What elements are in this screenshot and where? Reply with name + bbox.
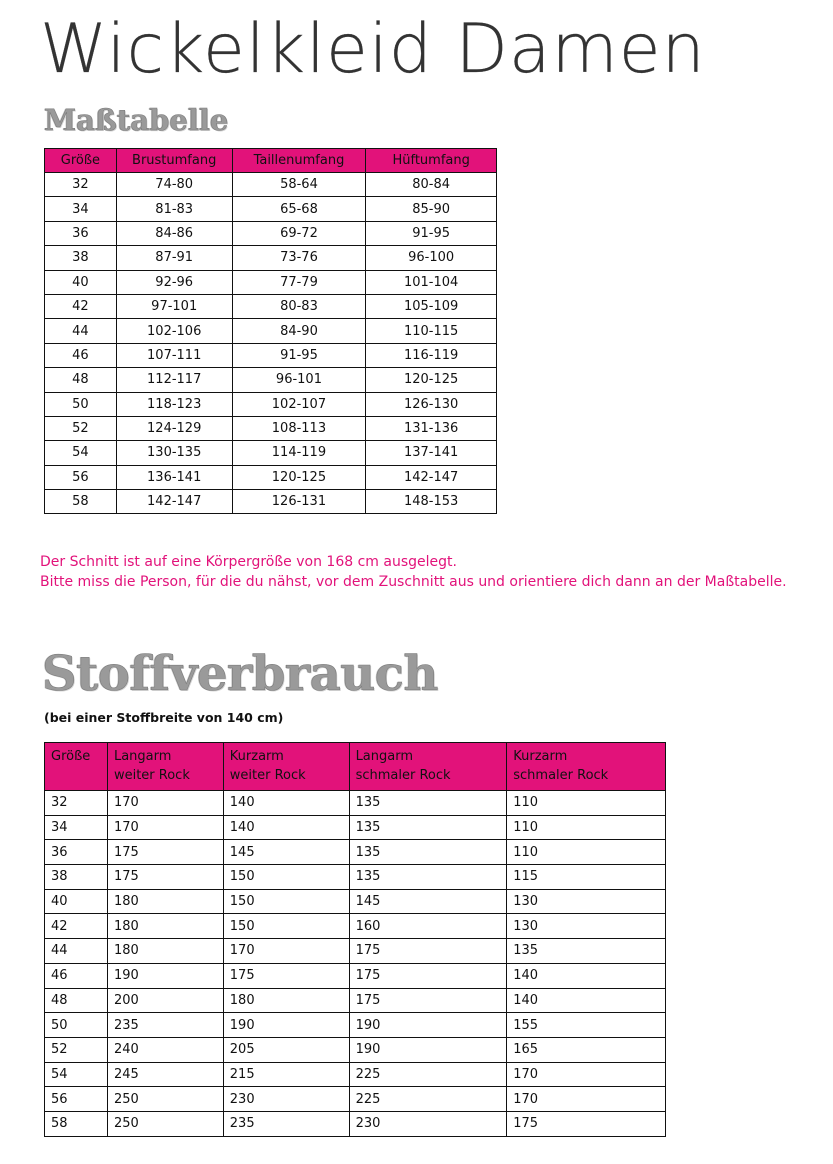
table-cell: 130-135 <box>116 441 232 465</box>
column-header <box>223 743 349 791</box>
table-cell: 36 <box>45 221 117 245</box>
table-cell: 150 <box>223 865 349 890</box>
table-cell: 225 <box>349 1087 507 1112</box>
table-row <box>45 791 666 816</box>
table-cell: 108-113 <box>232 416 366 440</box>
column-header: Größe <box>45 149 117 173</box>
size-chart-header-row <box>45 149 497 173</box>
table-row <box>45 294 497 318</box>
table-cell: 34 <box>45 815 108 840</box>
column-header-line: Größe <box>51 749 91 764</box>
fabric-body <box>45 791 666 1137</box>
table-row <box>45 490 497 514</box>
table-cell: 74-80 <box>116 173 232 197</box>
table-cell: 148-153 <box>366 490 497 514</box>
table-cell: 116-119 <box>366 343 497 367</box>
table-cell: 175 <box>223 963 349 988</box>
table-cell: 200 <box>107 988 223 1013</box>
table-cell: 58-64 <box>232 173 366 197</box>
page-title: Wickelkleid Damen <box>40 10 706 89</box>
table-cell: 110 <box>507 791 666 816</box>
table-cell: 87-91 <box>116 246 232 270</box>
table-cell: 180 <box>107 914 223 939</box>
table-cell: 115 <box>507 865 666 890</box>
table-row <box>45 319 497 343</box>
table-cell: 102-106 <box>116 319 232 343</box>
fabric-width-note: (bei einer Stoffbreite von 140 cm) <box>44 710 284 725</box>
table-cell: 107-111 <box>116 343 232 367</box>
table-cell: 54 <box>45 441 117 465</box>
column-header: Taillenumfang <box>232 149 366 173</box>
table-cell: 170 <box>507 1087 666 1112</box>
table-cell: 46 <box>45 963 108 988</box>
table-row <box>45 865 666 890</box>
column-header <box>507 743 666 791</box>
table-row <box>45 963 666 988</box>
column-header <box>349 743 507 791</box>
table-cell: 175 <box>107 865 223 890</box>
table-cell: 44 <box>45 939 108 964</box>
table-cell: 235 <box>223 1111 349 1136</box>
table-row <box>45 392 497 416</box>
table-cell: 175 <box>349 939 507 964</box>
table-cell: 54 <box>45 1062 108 1087</box>
table-cell: 230 <box>223 1087 349 1112</box>
table-cell: 96-100 <box>366 246 497 270</box>
table-cell: 42 <box>45 914 108 939</box>
table-cell: 58 <box>45 490 117 514</box>
column-header-line: weiter Rock <box>229 768 306 783</box>
table-cell: 190 <box>349 1037 507 1062</box>
table-cell: 175 <box>507 1111 666 1136</box>
table-cell: 140 <box>507 988 666 1013</box>
column-header-line: Kurzarm <box>513 749 568 764</box>
table-cell: 40 <box>45 270 117 294</box>
table-cell: 205 <box>223 1037 349 1062</box>
table-cell: 58 <box>45 1111 108 1136</box>
table-cell: 77-79 <box>232 270 366 294</box>
table-row <box>45 988 666 1013</box>
table-cell: 85-90 <box>366 197 497 221</box>
table-cell: 110 <box>507 840 666 865</box>
table-cell: 32 <box>45 791 108 816</box>
column-header-line: schmaler Rock <box>355 768 451 783</box>
table-cell: 130 <box>507 914 666 939</box>
table-cell: 44 <box>45 319 117 343</box>
table-row <box>45 221 497 245</box>
table-cell: 92-96 <box>116 270 232 294</box>
table-cell: 140 <box>507 963 666 988</box>
table-row <box>45 1087 666 1112</box>
size-chart-body <box>45 173 497 514</box>
table-cell: 170 <box>223 939 349 964</box>
table-cell: 240 <box>107 1037 223 1062</box>
table-cell: 135 <box>349 840 507 865</box>
table-cell: 34 <box>45 197 117 221</box>
table-row <box>45 1062 666 1087</box>
table-cell: 180 <box>107 889 223 914</box>
table-cell: 135 <box>349 865 507 890</box>
table-row <box>45 246 497 270</box>
table-cell: 112-117 <box>116 368 232 392</box>
table-row <box>45 939 666 964</box>
table-cell: 96-101 <box>232 368 366 392</box>
table-cell: 124-129 <box>116 416 232 440</box>
table-cell: 245 <box>107 1062 223 1087</box>
table-cell: 120-125 <box>232 465 366 489</box>
table-cell: 180 <box>107 939 223 964</box>
table-cell: 130 <box>507 889 666 914</box>
table-row <box>45 465 497 489</box>
table-cell: 131-136 <box>366 416 497 440</box>
table-cell: 135 <box>507 939 666 964</box>
table-cell: 126-130 <box>366 392 497 416</box>
table-cell: 145 <box>349 889 507 914</box>
table-cell: 48 <box>45 368 117 392</box>
table-row <box>45 815 666 840</box>
table-cell: 42 <box>45 294 117 318</box>
size-chart-heading: Maßtabelle <box>44 103 229 137</box>
table-cell: 48 <box>45 988 108 1013</box>
table-cell: 137-141 <box>366 441 497 465</box>
table-cell: 175 <box>349 963 507 988</box>
table-cell: 38 <box>45 865 108 890</box>
column-header <box>45 743 108 791</box>
table-cell: 97-101 <box>116 294 232 318</box>
table-cell: 65-68 <box>232 197 366 221</box>
table-cell: 235 <box>107 1013 223 1038</box>
column-header <box>107 743 223 791</box>
table-cell: 40 <box>45 889 108 914</box>
table-row <box>45 914 666 939</box>
table-cell: 80-83 <box>232 294 366 318</box>
table-cell: 140 <box>223 791 349 816</box>
table-cell: 73-76 <box>232 246 366 270</box>
table-cell: 110-115 <box>366 319 497 343</box>
column-header-line: weiter Rock <box>113 768 190 783</box>
table-row <box>45 441 497 465</box>
table-row <box>45 889 666 914</box>
table-cell: 118-123 <box>116 392 232 416</box>
table-row <box>45 416 497 440</box>
table-cell: 84-86 <box>116 221 232 245</box>
table-cell: 190 <box>107 963 223 988</box>
table-cell: 56 <box>45 1087 108 1112</box>
table-cell: 225 <box>349 1062 507 1087</box>
table-cell: 50 <box>45 1013 108 1038</box>
table-cell: 175 <box>107 840 223 865</box>
table-cell: 165 <box>507 1037 666 1062</box>
table-row <box>45 368 497 392</box>
table-cell: 46 <box>45 343 117 367</box>
table-cell: 145 <box>223 840 349 865</box>
column-header-line: Langarm <box>355 749 414 764</box>
table-cell: 36 <box>45 840 108 865</box>
table-cell: 136-141 <box>116 465 232 489</box>
table-cell: 114-119 <box>232 441 366 465</box>
body-height-note: Der Schnitt ist auf eine Körpergröße von 168 cm ausgelegt. <box>40 554 457 570</box>
table-cell: 142-147 <box>116 490 232 514</box>
table-cell: 81-83 <box>116 197 232 221</box>
table-cell: 170 <box>107 791 223 816</box>
table-cell: 135 <box>349 791 507 816</box>
table-cell: 170 <box>107 815 223 840</box>
table-row <box>45 1013 666 1038</box>
table-cell: 91-95 <box>232 343 366 367</box>
table-cell: 91-95 <box>366 221 497 245</box>
table-cell: 105-109 <box>366 294 497 318</box>
table-cell: 69-72 <box>232 221 366 245</box>
table-cell: 52 <box>45 416 117 440</box>
table-cell: 52 <box>45 1037 108 1062</box>
table-cell: 120-125 <box>366 368 497 392</box>
table-cell: 190 <box>223 1013 349 1038</box>
fabric-table <box>44 742 666 1137</box>
table-cell: 56 <box>45 465 117 489</box>
size-chart-table <box>44 148 497 514</box>
table-cell: 150 <box>223 914 349 939</box>
table-cell: 250 <box>107 1111 223 1136</box>
table-cell: 50 <box>45 392 117 416</box>
fabric-heading: Stoffverbrauch <box>42 646 438 702</box>
column-header: Hüftumfang <box>366 149 497 173</box>
measure-note: Bitte miss die Person, für die du nähst, vor dem Zuschnitt aus und orientiere dich dann an der Maßtabelle. <box>40 574 787 590</box>
table-row <box>45 270 497 294</box>
table-cell: 250 <box>107 1087 223 1112</box>
table-cell: 84-90 <box>232 319 366 343</box>
table-cell: 135 <box>349 815 507 840</box>
column-header-line: schmaler Rock <box>513 768 609 783</box>
table-cell: 160 <box>349 914 507 939</box>
table-cell: 150 <box>223 889 349 914</box>
table-cell: 80-84 <box>366 173 497 197</box>
table-cell: 175 <box>349 988 507 1013</box>
table-row <box>45 1037 666 1062</box>
table-row <box>45 1111 666 1136</box>
table-cell: 110 <box>507 815 666 840</box>
table-row <box>45 173 497 197</box>
table-row <box>45 197 497 221</box>
fabric-header-row <box>45 743 666 791</box>
table-cell: 180 <box>223 988 349 1013</box>
table-cell: 102-107 <box>232 392 366 416</box>
table-row <box>45 343 497 367</box>
column-header-line: Langarm <box>113 749 172 764</box>
table-cell: 142-147 <box>366 465 497 489</box>
table-row <box>45 840 666 865</box>
table-cell: 140 <box>223 815 349 840</box>
table-cell: 126-131 <box>232 490 366 514</box>
table-cell: 101-104 <box>366 270 497 294</box>
table-cell: 32 <box>45 173 117 197</box>
table-cell: 190 <box>349 1013 507 1038</box>
column-header-line: Kurzarm <box>229 749 284 764</box>
table-cell: 170 <box>507 1062 666 1087</box>
table-cell: 38 <box>45 246 117 270</box>
table-cell: 155 <box>507 1013 666 1038</box>
table-cell: 230 <box>349 1111 507 1136</box>
column-header: Brustumfang <box>116 149 232 173</box>
table-cell: 215 <box>223 1062 349 1087</box>
